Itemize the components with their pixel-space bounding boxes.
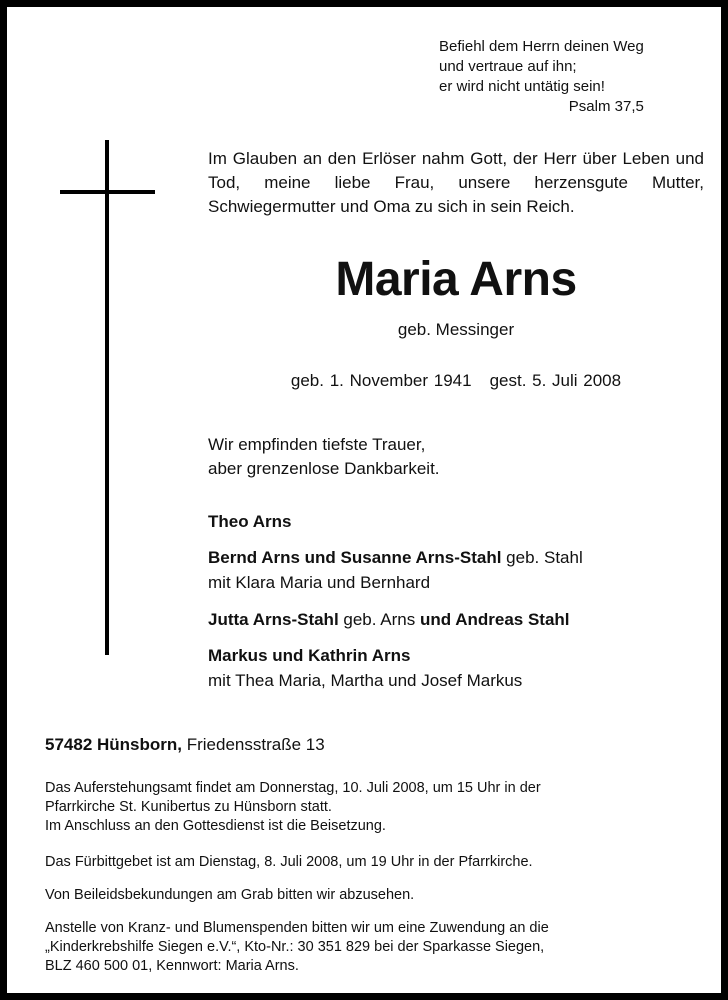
psalm-line: Befiehl dem Herrn deinen Weg — [439, 38, 644, 55]
note-line: BLZ 460 500 01, Kennwort: Maria Arns. — [45, 958, 299, 974]
note-line: Pfarrkirche St. Kunibertus zu Hünsborn statt. — [45, 799, 332, 815]
address-city: 57482 Hünsborn, — [45, 735, 182, 754]
family-detail: geb. Arns — [338, 610, 420, 629]
mourning-line: aber grenzenlose Dankbarkeit. — [208, 459, 440, 478]
donation-info — [45, 919, 695, 976]
mourning-text — [208, 433, 440, 481]
cross-icon — [105, 140, 109, 655]
address — [45, 734, 325, 756]
note-line: Das Auferstehungsamt findet am Donnerstag, 10. Juli 2008, um 15 Uhr in der — [45, 780, 541, 796]
intro-text: Im Glauben an den Erlöser nahm Gott, der Herr über Leben und Tod, meine liebe Frau, unsere herzensgute Mutter, Schwiegermutter und Oma zu sich in sein Reich. — [208, 149, 704, 216]
cross-icon-crossbar — [60, 190, 155, 194]
condolence-info: Von Beileidsbekundungen am Grab bitten wir abzusehen. — [45, 887, 415, 903]
note-line: „Kinderkrebshilfe Siegen e.V.“, Kto-Nr.: 30 351 829 bei der Sparkasse Siegen, — [45, 939, 545, 955]
mourning-line: Wir empfinden tiefste Trauer, — [208, 435, 426, 454]
note-line: Anstelle von Kranz- und Blumenspenden bitten wir um eine Zuwendung an die — [45, 920, 549, 936]
psalm-line: er wird nicht untätig sein! — [439, 78, 605, 95]
family-name: Bernd Arns und Susanne Arns-Stahl — [208, 548, 502, 567]
family-name: Markus und Kathrin Arns — [208, 646, 411, 665]
life-dates — [208, 370, 704, 392]
deceased-name: Maria Arns — [335, 253, 577, 306]
psalm-quote — [439, 37, 644, 117]
family-children: mit Thea Maria, Martha und Josef Markus — [208, 671, 523, 690]
note-line: Im Anschluss an den Gottesdienst ist die Beisetzung. — [45, 818, 386, 834]
death-date: gest. 5. Juli 2008 — [489, 371, 622, 390]
family-detail: geb. Stahl — [501, 548, 583, 567]
psalm-line: und vertraue auf ihn; — [439, 58, 577, 75]
family-name: Jutta Arns-Stahl — [208, 610, 339, 629]
family-children: mit Klara Maria und Bernhard — [208, 573, 431, 592]
birth-date: geb. 1. November 1941 — [290, 371, 472, 390]
family-member — [208, 509, 291, 534]
family-name: Theo Arns — [208, 512, 292, 531]
family-name: und Andreas Stahl — [419, 610, 570, 629]
psalm-reference: Psalm 37,5 — [568, 98, 644, 115]
maiden-name: geb. Messinger — [397, 320, 515, 339]
family-member — [208, 643, 522, 693]
family-member — [208, 607, 570, 632]
family-member — [208, 545, 583, 595]
funeral-info — [45, 779, 695, 836]
prayer-info: Das Fürbittgebet ist am Dienstag, 8. Juli 2008, um 19 Uhr in der Pfarrkirche. — [45, 854, 533, 870]
address-street: Friedensstraße 13 — [182, 735, 325, 754]
